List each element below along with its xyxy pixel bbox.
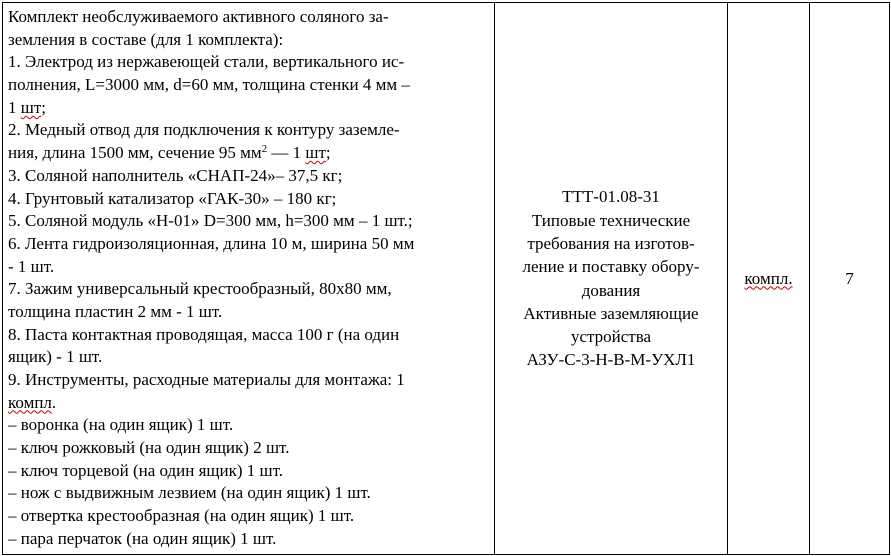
items-line: – воронка (на один ящик) 1 шт. [8, 415, 234, 435]
standard-line: Типовые технические [531, 210, 691, 230]
table-row [3, 3, 890, 555]
spellcheck-underline: шт [20, 97, 42, 117]
items-line: 4. Грунтовый катализатор «ГАК-30» – 180 кг; [8, 188, 337, 208]
items-description-cell [3, 3, 495, 555]
items-line: 1. Электрод из нержавеющей стали, вертикального ис- [8, 52, 405, 72]
items-line: Комплект необслуживаемого активного соляного за- [8, 7, 389, 26]
items-line: ния, длина 1500 мм, сечение 95 $мм^2$ — 1 шт; [8, 143, 331, 163]
standard-line: дования [581, 280, 641, 300]
items-line: 7. Зажим универсальный крестообразный, 80х80 мм, [8, 279, 392, 299]
unit-cell [728, 3, 810, 555]
specification-table [2, 2, 890, 555]
standard-line: ление и поставку обору- [522, 257, 700, 277]
standard-line: АЗУ-С-3-Н-В-М-УХЛ1 [526, 350, 696, 370]
items-line: полнения, L=3000 мм, d=60 мм, толщина стенки 4 мм – [8, 75, 410, 95]
spellcheck-underline: компл [8, 392, 52, 412]
items-line: – пара перчаток (на один ящик) 1 шт. [8, 528, 277, 548]
items-line: земления в составе (для 1 комплекта): [8, 29, 284, 49]
items-line: 1 шт; [8, 97, 47, 117]
unit-value: компл. [744, 268, 793, 288]
items-line: толщина пластин 2 мм - 1 шт. [8, 301, 223, 321]
items-line: – отвертка крестообразная (на один ящик) 1 шт. [8, 506, 355, 526]
items-line: – ключ рожковый (на один ящик) 2 шт. [8, 438, 290, 458]
items-line: 3. Соляной наполнитель «СНАП-24»– 37,5 кг; [8, 165, 343, 185]
items-line: 6. Лента гидроизоляционная, длина 10 м, ширина 50 мм [8, 233, 415, 253]
items-line: 2. Медный отвод для подключения к контуру заземле- [8, 120, 400, 140]
standard-reference-cell [495, 3, 728, 555]
spellcheck-underline: шт [305, 143, 326, 163]
standard-line: Активные заземляющие [523, 303, 699, 323]
superscript: 2 [261, 143, 268, 156]
items-line: ящик) - 1 шт. [8, 347, 103, 367]
items-line: – ключ торцевой (на один ящик) 1 шт. [8, 460, 284, 480]
standard-line: ТТТ-01.08-31 [562, 187, 660, 207]
items-line: 5. Соляной модуль «Н-01» D=300 мм, h=300 мм – 1 шт.; [8, 211, 413, 231]
standard-line: устройства [570, 327, 652, 347]
quantity-cell [810, 3, 890, 555]
standard-line: требования на изготов- [527, 233, 695, 253]
items-line: 9. Инструменты, расходные материалы для монтажа: 1 [8, 370, 405, 389]
quantity-value: 7 [845, 268, 854, 288]
items-line: – нож с выдвижным лезвием (на один ящик) 1 шт. [8, 483, 371, 503]
items-line: компл. [8, 392, 57, 412]
items-line: - 1 шт. [8, 256, 55, 276]
items-line: 8. Паста контактная проводящая, масса 100 г (на один [8, 324, 400, 344]
